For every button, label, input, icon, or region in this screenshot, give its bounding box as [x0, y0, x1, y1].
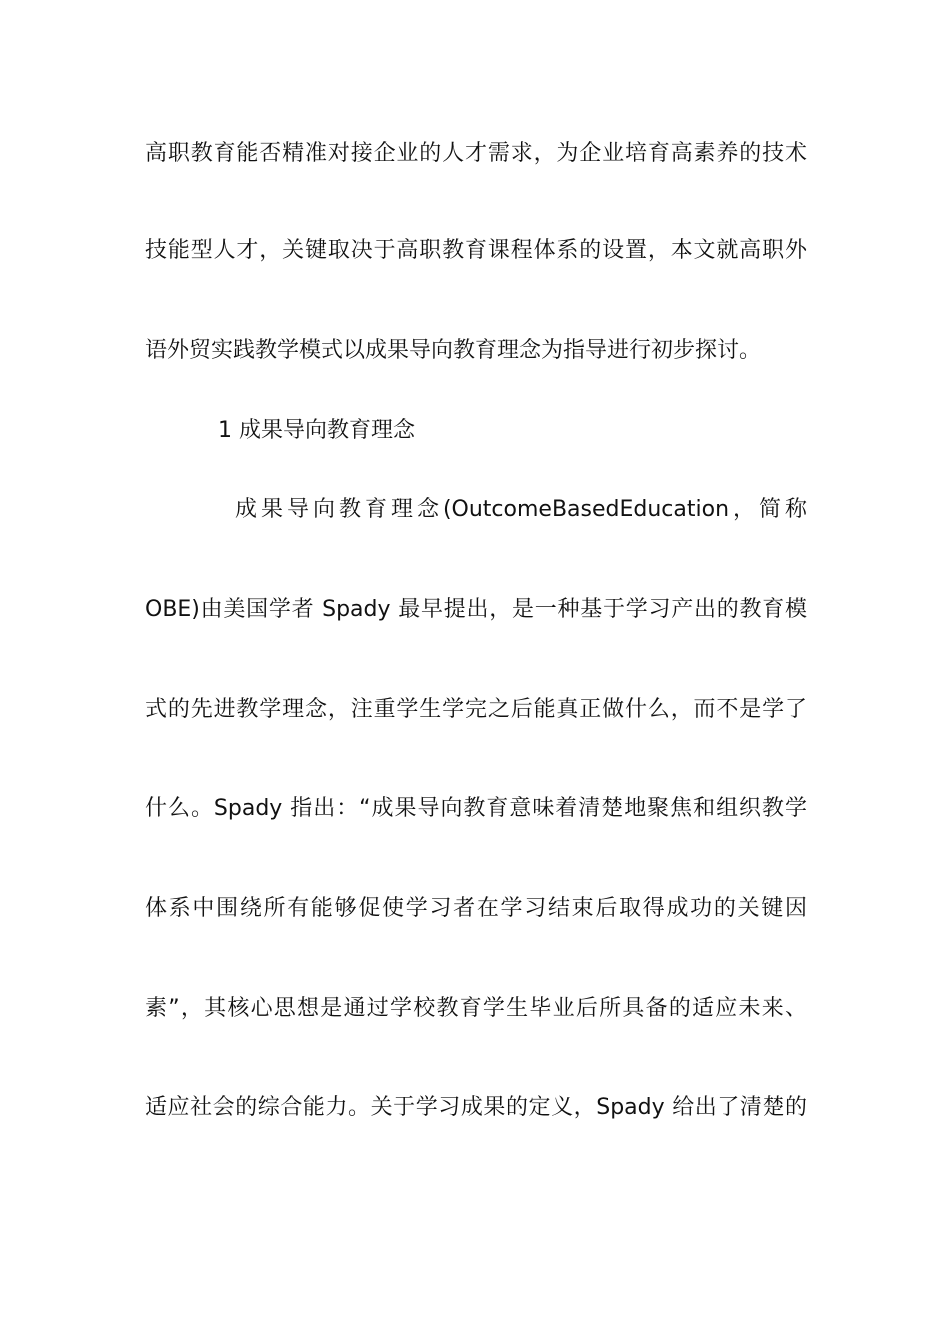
- intro-line-2: 技能型人才，关键取决于高职教育课程体系的设置，本文就高职外: [145, 238, 807, 263]
- paragraph-line-5: 体系中围绕所有能够促使学习者在学习结束后取得成功的关键因: [145, 896, 807, 921]
- intro-line-1: 高职教育能否精准对接企业的人才需求，为企业培育高素养的技术: [145, 141, 807, 166]
- section-heading: 1 成果导向教育理念: [218, 418, 415, 443]
- paragraph-line-7: 适应社会的综合能力。关于学习成果的定义，Spady 给出了清楚的: [145, 1095, 807, 1120]
- paragraph-line-4: 什么。Spady 指出：“成果导向教育意味着清楚地聚焦和组织教学: [145, 796, 807, 821]
- paragraph-line-3: 式的先进教学理念，注重学生学完之后能真正做什么，而不是学了: [145, 697, 807, 722]
- intro-line-3: 语外贸实践教学模式以成果导向教育理念为指导进行初步探讨。: [145, 338, 762, 363]
- paragraph-line-6: 素”，其核心思想是通过学校教育学生毕业后所具备的适应未来、: [145, 996, 807, 1021]
- paragraph-line-1: 成果导向教育理念(OutcomeBasedEducation，简称: [235, 497, 807, 522]
- paragraph-line-2: OBE)由美国学者 Spady 最早提出，是一种基于学习产出的教育模: [145, 597, 807, 622]
